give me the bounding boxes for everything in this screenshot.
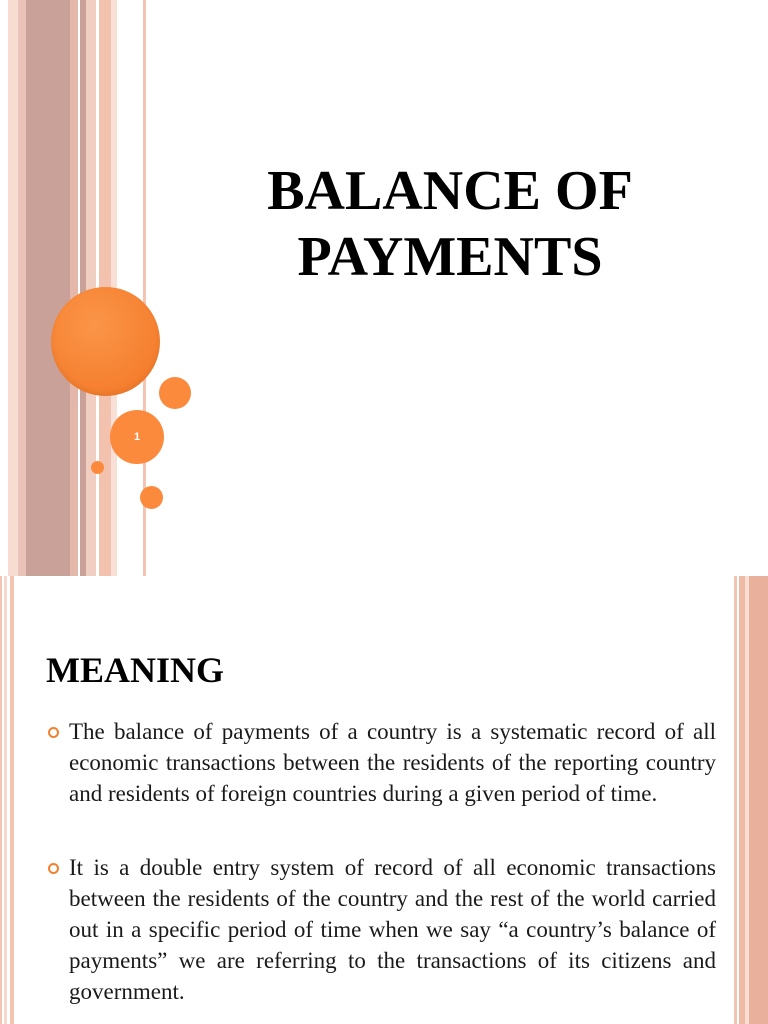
bullet-list [46, 716, 716, 1007]
slide-title-line: PAYMENTS [297, 226, 603, 288]
decorative-circle-small [159, 377, 191, 409]
decorative-circle-small [140, 486, 163, 509]
decorative-circle-large [51, 287, 160, 396]
slide-title [150, 158, 750, 290]
slide-title-line: BALANCE OF [267, 160, 633, 222]
circle-bullet-icon [48, 727, 59, 738]
list-item [46, 852, 716, 1007]
slide-number: 1 [133, 431, 141, 443]
section-heading: MEANING [46, 650, 224, 690]
bullet-text: It is a double entry system of record of all economic transactions between the residents of the country and the rest of the world carried out in a specific period of time when we say “a country’s balance of payments” we are referring to the transactions of its citizens and government. [69, 855, 716, 1004]
list-item [46, 716, 716, 809]
bullet-text: The balance of payments of a country is a systematic record of all economic transactions between the residents of the reporting country and residents of foreign countries during a given period of time. [69, 719, 716, 806]
content-slide [0, 576, 768, 1024]
decorative-circle-tiny [91, 461, 104, 474]
circle-bullet-icon [48, 863, 59, 874]
